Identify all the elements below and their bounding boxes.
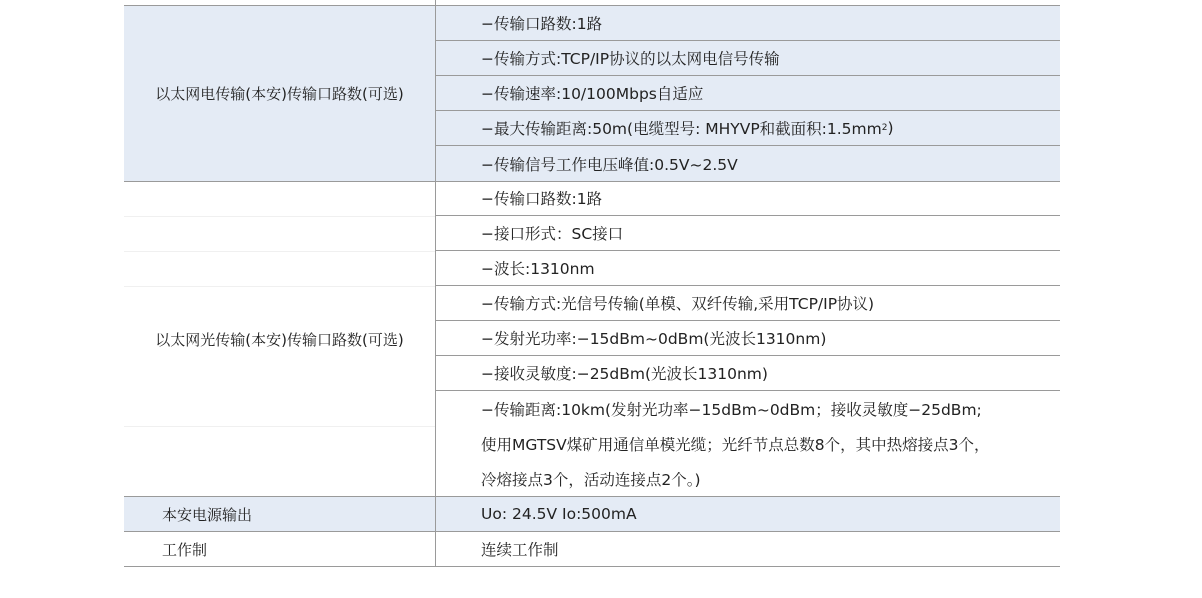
faint-divider [124,251,435,252]
spec-value-line: −传输口路数:1路 [435,6,1060,41]
spec-value-line: 使用MGTSV煤矿用通信单模光缆；光纤节点总数8个，其中热熔接点3个， [481,435,990,454]
spec-table [124,0,1060,567]
spec-value-line: −传输方式:光信号传输(单模、双纤传输,采用TCP/IP协议) [435,286,1060,321]
spec-value-line: Uo: 24.5V Io:500mA [481,505,637,523]
spec-value-line [435,111,1060,146]
spec-value-line: −传输方式:TCP/IP协议的以太网电信号传输 [435,41,1060,76]
spec-label: 工作制 [162,540,208,559]
faint-divider [124,426,435,427]
faint-divider [124,216,435,217]
spec-value-line: −发射光功率:−15dBm~0dBm(光波长1310nm) [435,321,1060,356]
spec-value-line: −传输速率:10/100Mbps自适应 [435,76,1060,111]
spec-label: 以太网电传输(本安)传输口路数(可选) [155,85,404,103]
spec-value-line: −接收灵敏度:−25dBm(光波长1310nm) [435,356,1060,391]
column-divider [435,0,436,567]
spec-value-line: 连续工作制 [481,541,559,559]
spec-label: 以太网光传输(本安)传输口路数(可选) [155,330,404,349]
faint-divider [124,286,435,287]
spec-value-line: 冷熔接点3个，活动连接点2个。) [481,470,701,489]
spec-value-line: −传输距离:10km(发射光功率−15dBm~0dBm；接收灵敏度−25dBm; [481,400,982,419]
row-divider [124,5,1060,6]
spec-label: 本安电源输出 [162,505,253,524]
spec-value-line: −波长:1310nm [435,251,1060,286]
spec-value-line: −传输口路数:1路 [435,181,1060,216]
spec-value-line: −传输信号工作电压峰值:0.5V~2.5V [481,155,738,174]
superscript: 2 [881,123,888,133]
spec-value-line: −接口形式：SC接口 [435,216,1060,251]
spec-value-tail: ) [887,119,894,137]
spec-value-text: −最大传输距离:50m(电缆型号: MHYVP和截面积:1.5mm [481,120,882,138]
table-bottom-border [124,566,1060,567]
